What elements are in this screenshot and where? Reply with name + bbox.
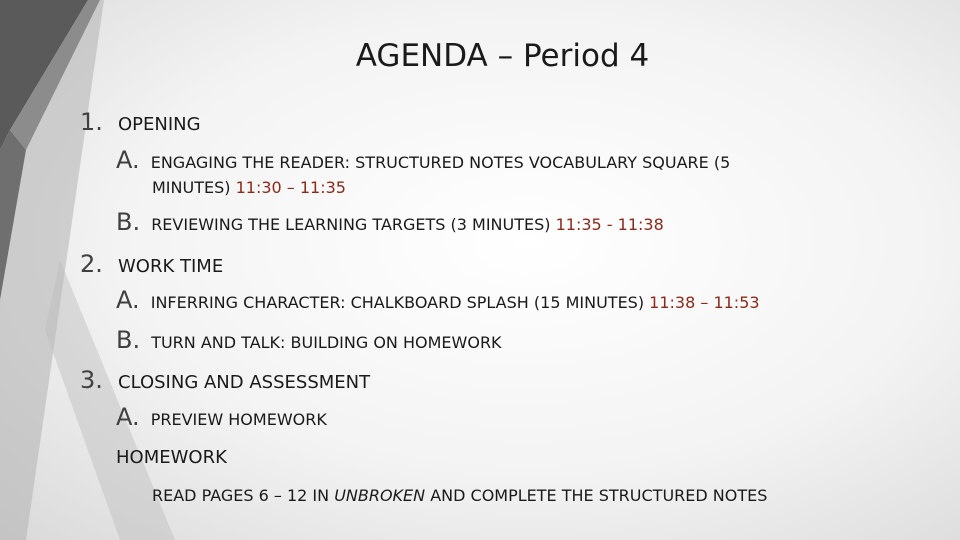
sub-item-text: PREVIEW HOMEWORK [150,410,327,429]
sub-item-text: REVIEWING THE LEARNING TARGETS (3 MINUTES) [151,215,556,234]
time-range: 11:35 - 11:38 [555,215,664,234]
book-title: UNBROKEN [334,486,426,505]
sub-item-letter: B. [116,326,141,354]
sub-item-1b [116,208,664,236]
time-range: 11:30 – 11:35 [235,178,346,197]
homework-text [152,486,767,505]
item-number: 2. [80,250,103,278]
sub-item-3a [116,403,327,431]
sub-item-letter: B. [116,208,141,236]
homework-text-after: AND COMPLETE THE STRUCTURED NOTES [425,486,768,505]
agenda-item-opening [80,108,201,136]
slide-title: AGENDA – Period 4 [355,38,650,74]
sub-item-text: INFERRING CHARACTER: CHALKBOARD SPLASH (15 MINUTES) [150,293,650,312]
sub-item-1a-continuation [152,178,346,197]
item-label: CLOSING AND ASSESSMENT [118,372,371,393]
homework-text-before: READ PAGES 6 – 12 IN [152,486,335,505]
homework-heading: HOMEWORK [116,447,227,468]
item-number: 1. [80,108,103,136]
sub-item-2b [116,326,502,354]
sub-item-text-cont: MINUTES) [152,178,236,197]
sub-item-1a [116,146,730,174]
agenda-item-closing [80,366,370,394]
time-range: 11:38 – 11:53 [649,293,760,312]
item-label: WORK TIME [118,256,224,277]
item-label: OPENING [118,114,201,135]
sub-item-text: ENGAGING THE READER: STRUCTURED NOTES VOCABULARY SQUARE (5 [150,153,731,172]
sub-item-2a [116,286,760,314]
sub-item-letter: A. [116,286,140,314]
agenda-item-work-time [80,250,223,278]
sub-item-letter: A. [116,403,140,431]
sub-item-text: TURN AND TALK: BUILDING ON HOMEWORK [151,333,502,352]
sub-item-letter: A. [116,146,140,174]
item-number: 3. [80,366,103,394]
